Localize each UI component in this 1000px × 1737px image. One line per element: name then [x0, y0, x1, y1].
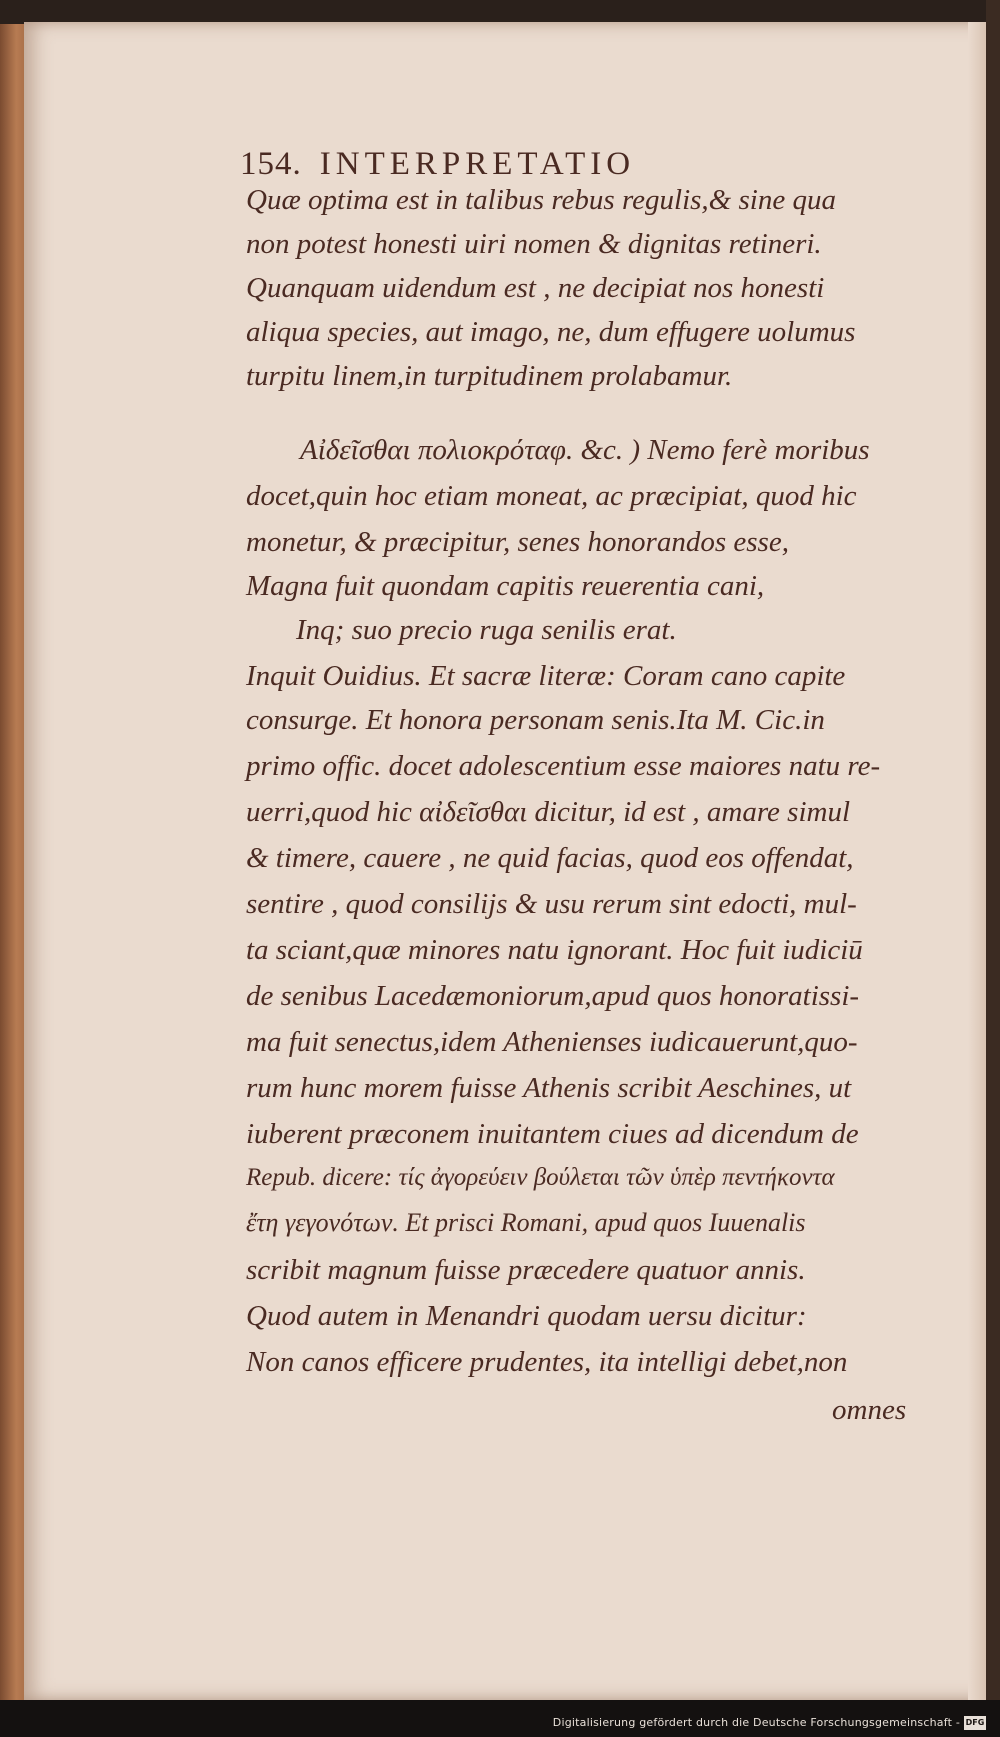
- text-line: & timere, cauere , ne quid facias, quod eos offendat,: [246, 842, 854, 874]
- text-line: Quanquam uidendum est , ne decipiat nos honesti: [246, 272, 825, 304]
- text-line: de senibus Lacedæmoniorum,apud quos honoratissi-: [246, 980, 860, 1012]
- binding-right: [986, 0, 1000, 1737]
- text-line: scribit magnum fuisse præcedere quatuor annis.: [246, 1254, 806, 1286]
- text-line-greek: Repub. dicere: τίς ἀγορεύειν βούλεται τῶν ὑπὲρ πεντήκοντα: [246, 1164, 835, 1191]
- text-line-lemma: Αἰδεῖσθαι πολιοκρόταφ. &c. ) Nemo ferè moribus: [300, 434, 870, 466]
- running-title: INTERPRETATIO: [319, 146, 636, 182]
- text-line: Quæ optima est in talibus rebus regulis,& sine qua: [246, 184, 836, 216]
- text-line: non potest honesti uiri nomen & dignitas retineri.: [246, 228, 822, 260]
- text-line: rum hunc morem fuisse Athenis scribit Aeschines, ut: [246, 1072, 852, 1104]
- text-line: ma fuit senectus,idem Athenienses iudicauerunt,quo-: [246, 1026, 858, 1058]
- text-line: Non canos efficere prudentes, ita intelligi debet,non: [246, 1346, 848, 1378]
- verse-line: Magna fuit quondam capitis reuerentia cani,: [246, 570, 765, 602]
- page-number: 154.: [240, 146, 302, 182]
- footer-band: [0, 1700, 1000, 1737]
- text-line: primo offic. docet adolescentium esse maiores natu re-: [246, 750, 881, 782]
- text-line: uerri,quod hic αἰδεῖσθαι dicitur, id est , amare simul: [246, 796, 851, 828]
- text-line: iuberent præconem inuitantem ciues ad dicendum de: [246, 1118, 859, 1150]
- text-line: aliqua species, aut imago, ne, dum effugere uolumus: [246, 316, 856, 348]
- text-line: consurge. Et honora personam senis.Ita M. Cic.in: [246, 704, 825, 736]
- text-line-greek: ἔτη γεγονότων. Et prisci Romani, apud quos Iuuenalis: [246, 1208, 806, 1237]
- verse-line: Inq; suo precio ruga senilis erat.: [296, 614, 677, 646]
- text-line: docet,quin hoc etiam moneat, ac præcipiat, quod hic: [246, 480, 857, 512]
- text-line: turpitu linem,in turpitudinem prolabamur.: [246, 360, 733, 392]
- text-line: Quod autem in Menandri quodam uersu dicitur:: [246, 1300, 807, 1332]
- text-line: monetur, & præcipitur, senes honorandos esse,: [246, 526, 789, 558]
- dfg-logo: DFG: [964, 1716, 986, 1730]
- text-line: ta sciant,quæ minores natu ignorant. Hoc fuit iudiciū: [246, 934, 863, 966]
- catchword: omnes: [832, 1394, 907, 1426]
- running-header: [240, 146, 635, 183]
- text-line: sentire , quod consilijs & usu rerum sint edocti, mul-: [246, 888, 857, 920]
- text-line: Inquit Ouidius. Et sacræ literæ: Coram cano capite: [246, 660, 846, 692]
- digitization-credit: Digitalisierung gefördert durch die Deutsche Forschungsgemeinschaft -: [552, 1716, 960, 1729]
- page-edge-shadow: [968, 22, 986, 1700]
